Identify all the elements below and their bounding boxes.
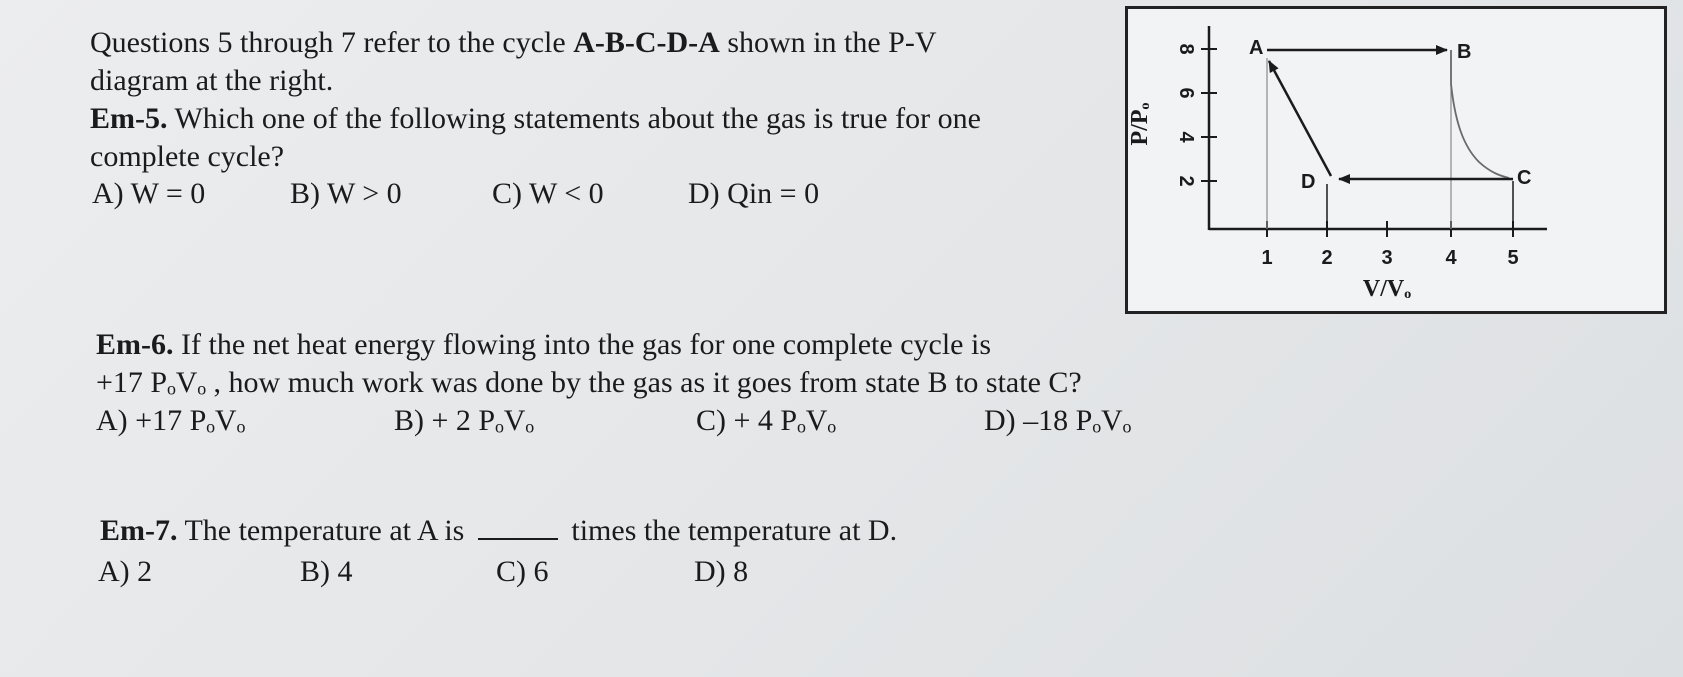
point-label-c: C	[1517, 167, 1532, 189]
point-label-b: B	[1457, 41, 1472, 63]
pv-diagram	[1125, 6, 1667, 314]
q7-choice-a[interactable]: A) 2	[98, 555, 153, 588]
y-axis-label: P/Pₒ	[1127, 102, 1153, 146]
q6-text-1: If the net heat energy flowing into the gas for one complete cycle is	[173, 328, 991, 361]
q5-choice-a[interactable]: A) W = 0	[92, 177, 206, 210]
q5-choice-d[interactable]: D) Qin = 0	[688, 177, 820, 210]
y-tick-label-6: 6	[1175, 87, 1197, 99]
q6-choice-d[interactable]: D) –18 PₒVₒ	[984, 404, 1132, 437]
q7-text-pre: The temperature at A is	[177, 514, 472, 547]
y-tick-label-2: 2	[1175, 175, 1197, 187]
q7-text-post: times the temperature at D.	[563, 514, 898, 547]
q7-choice-b[interactable]: B) 4	[300, 555, 353, 588]
intro-line-1	[90, 24, 981, 62]
q6-choice-c[interactable]: C) + 4 PₒVₒ	[696, 404, 837, 437]
intro-text-1: Questions 5 through 7 refer to the cycle	[90, 26, 574, 59]
q7-choice-c[interactable]: C) 6	[496, 555, 549, 588]
intro-and-q5	[90, 24, 981, 176]
q7	[100, 512, 897, 550]
x-tick-label-2: 2	[1321, 247, 1333, 269]
q5-label: Em-5.	[90, 102, 168, 135]
q6	[96, 326, 1082, 402]
q5-choice-c[interactable]: C) W < 0	[492, 177, 604, 210]
point-label-a: A	[1249, 37, 1264, 59]
x-tick-label-5: 5	[1507, 247, 1519, 269]
q7-answer-blank[interactable]	[478, 516, 558, 540]
q7-choice-d[interactable]: D) 8	[694, 555, 749, 588]
x-tick-label-1: 1	[1261, 247, 1273, 269]
y-tick-label-4: 4	[1175, 131, 1197, 143]
q6-line-1	[96, 326, 1082, 364]
q5-choice-b[interactable]: B) W > 0	[290, 177, 402, 210]
x-axis-label: V/Vₒ	[1362, 276, 1412, 302]
q6-line-2: +17 PₒVₒ , how much work was done by the gas as it goes from state B to state C?	[96, 366, 1082, 399]
intro-line-2: diagram at the right.	[90, 64, 334, 97]
cycle-label: A-B-C-D-A	[573, 26, 720, 59]
q5-line-2: complete cycle?	[90, 140, 285, 173]
y-tick-label-8: 8	[1175, 43, 1197, 55]
q5-line-1	[90, 100, 981, 138]
q7-line-1	[100, 512, 897, 550]
diagram-frame	[1127, 8, 1666, 313]
x-tick-label-3: 3	[1381, 247, 1393, 269]
q6-choice-a[interactable]: A) +17 PₒVₒ	[96, 404, 246, 437]
q6-label: Em-6.	[96, 328, 174, 361]
intro-text-2: shown in the P-V	[719, 26, 937, 59]
x-tick-label-4: 4	[1445, 247, 1457, 269]
q6-choice-b[interactable]: B) + 2 PₒVₒ	[394, 404, 535, 437]
point-label-d: D	[1301, 171, 1316, 193]
q5-text-1: Which one of the following statements about the gas is true for one	[167, 102, 981, 135]
q7-label: Em-7.	[100, 514, 178, 547]
